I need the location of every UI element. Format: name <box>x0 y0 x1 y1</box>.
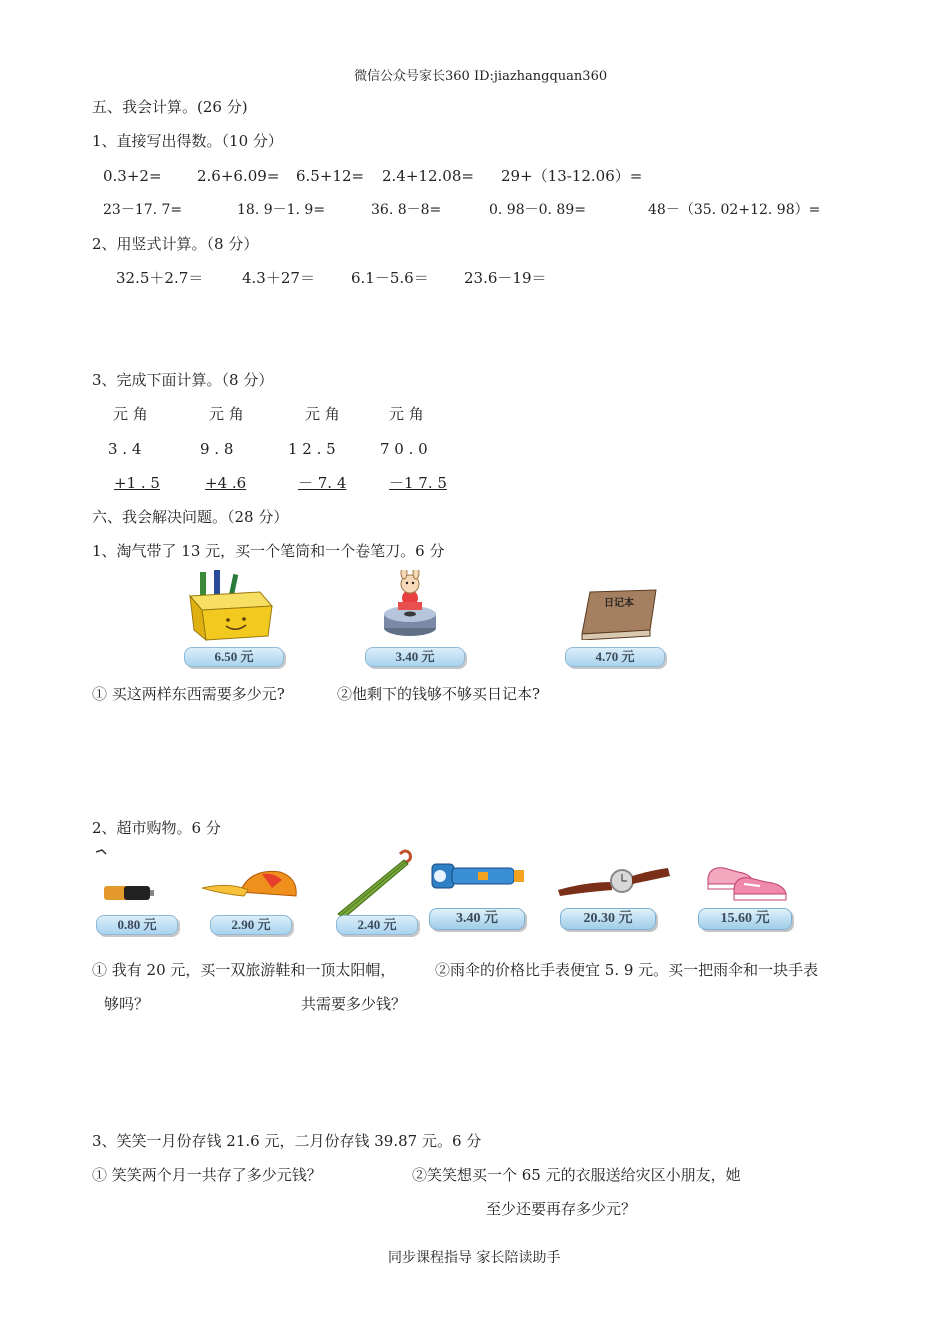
calc-item: 23－17. 7= <box>103 202 183 218</box>
sun-hat-image <box>200 866 300 906</box>
vertical-calc-item: 4.3＋27＝ <box>242 269 315 287</box>
price-tag: 6.50 元 <box>184 647 284 667</box>
calc-item: 29+（13-12.06）= <box>501 167 643 185</box>
page-header: 微信公众号家长360 ID:jiazhangquan360 <box>354 69 608 84</box>
vertical-calc-item: 32.5＋2.7＝ <box>116 269 204 287</box>
vertical-calc-item: 6.1－5.6＝ <box>351 269 429 287</box>
wristwatch-image <box>556 864 672 898</box>
calc-item: 0. 98－0. 89= <box>489 202 586 218</box>
money-bottom: －1 7. 5 <box>389 474 447 492</box>
money-top: 7 0 . 0 <box>380 440 428 458</box>
q2-title: 2、用竖式计算。（8 分） <box>92 235 259 253</box>
vertical-calc-item: 23.6－19＝ <box>464 269 547 287</box>
price-tag: 2.90 元 <box>210 915 292 935</box>
unit-label: 元 角 <box>389 405 424 423</box>
calc-item: 18. 9－1. 9= <box>237 202 326 218</box>
price-tag: 20.30 元 <box>560 908 656 930</box>
calc-item: 0.3+2= <box>103 167 162 185</box>
problem3-title: 3、笑笑一月份存钱 21.6 元，二月份存钱 39.87 元。6 分 <box>92 1132 482 1150</box>
problem3-question-b-cont: 至少还要再存多少元？ <box>486 1200 637 1218</box>
money-top: 1 2 . 5 <box>288 440 336 458</box>
money-top: 9 . 8 <box>200 440 234 458</box>
unit-label: 元 角 <box>113 405 148 423</box>
price-tag: 15.60 元 <box>698 908 792 930</box>
problem3-question-a: ① 笑笑两个月一共存了多少元钱？ <box>92 1166 322 1184</box>
price-tag: 4.70 元 <box>565 647 665 667</box>
notebook-image <box>578 586 660 640</box>
problem2-title: 2、超市购物。6 分 <box>92 819 221 837</box>
page-footer: 同步课程指导 家长陪读助手 <box>388 1250 561 1266</box>
pencil-sharpener-image <box>380 570 440 642</box>
price-tag: 3.40 元 <box>365 647 465 667</box>
calc-item: 36. 8－8= <box>371 202 442 218</box>
problem1-title: 1、淘气带了 13 元，买一个笔筒和一个卷笔刀。6 分 <box>92 542 445 560</box>
money-bottom: +1 . 5 <box>114 474 160 492</box>
calc-item: 6.5+12= <box>296 167 365 185</box>
problem1-question-b: ②他剩下的钱够不够买日记本? <box>337 685 541 703</box>
calc-item: 2.4+12.08= <box>382 167 474 185</box>
problem2-question-a: ① 我有 20 元，买一双旅游鞋和一顶太阳帽， <box>92 961 396 979</box>
price-tag: 3.40 元 <box>429 908 525 930</box>
problem2-question-b: ②雨伞的价格比手表便宜 5. 9 元。买一把雨伞和一块手表 <box>435 961 819 979</box>
problem2-question-a-cont: 够吗？ <box>104 995 150 1013</box>
money-top: 3 . 4 <box>108 440 142 458</box>
problem2-question-b-cont: 共需要多少钱？ <box>301 995 407 1013</box>
q3-title: 3、完成下面计算。（8 分） <box>92 371 274 389</box>
money-bottom: － 7. 4 <box>298 474 347 492</box>
q1-title: 1、直接写出得数。（10 分） <box>92 132 283 150</box>
problem1-question-a: ① 买这两样东西需要多少元? <box>92 685 285 703</box>
price-tag: 0.80 元 <box>96 915 178 935</box>
notebook-label: 日记本 <box>604 598 634 609</box>
problem3-question-b: ②笑笑想买一个 65 元的衣服送给灾区小朋友，她 <box>412 1166 741 1184</box>
pencil-holder-image <box>186 570 276 642</box>
price-tag: 2.40 元 <box>336 915 418 935</box>
money-bottom: +4 .6 <box>205 474 247 492</box>
section6-title: 六、我会解决问题。（28 分） <box>92 508 289 526</box>
calc-item: 48－（35. 02+12. 98）= <box>648 202 821 218</box>
unit-label: 元 角 <box>209 405 244 423</box>
sneakers-image <box>704 858 790 904</box>
flashlight-image <box>430 858 526 898</box>
unit-label: 元 角 <box>305 405 340 423</box>
battery-image <box>96 848 156 906</box>
section5-title: 五、我会计算。(26 分) <box>92 98 248 116</box>
calc-item: 2.6+6.09= <box>197 167 280 185</box>
